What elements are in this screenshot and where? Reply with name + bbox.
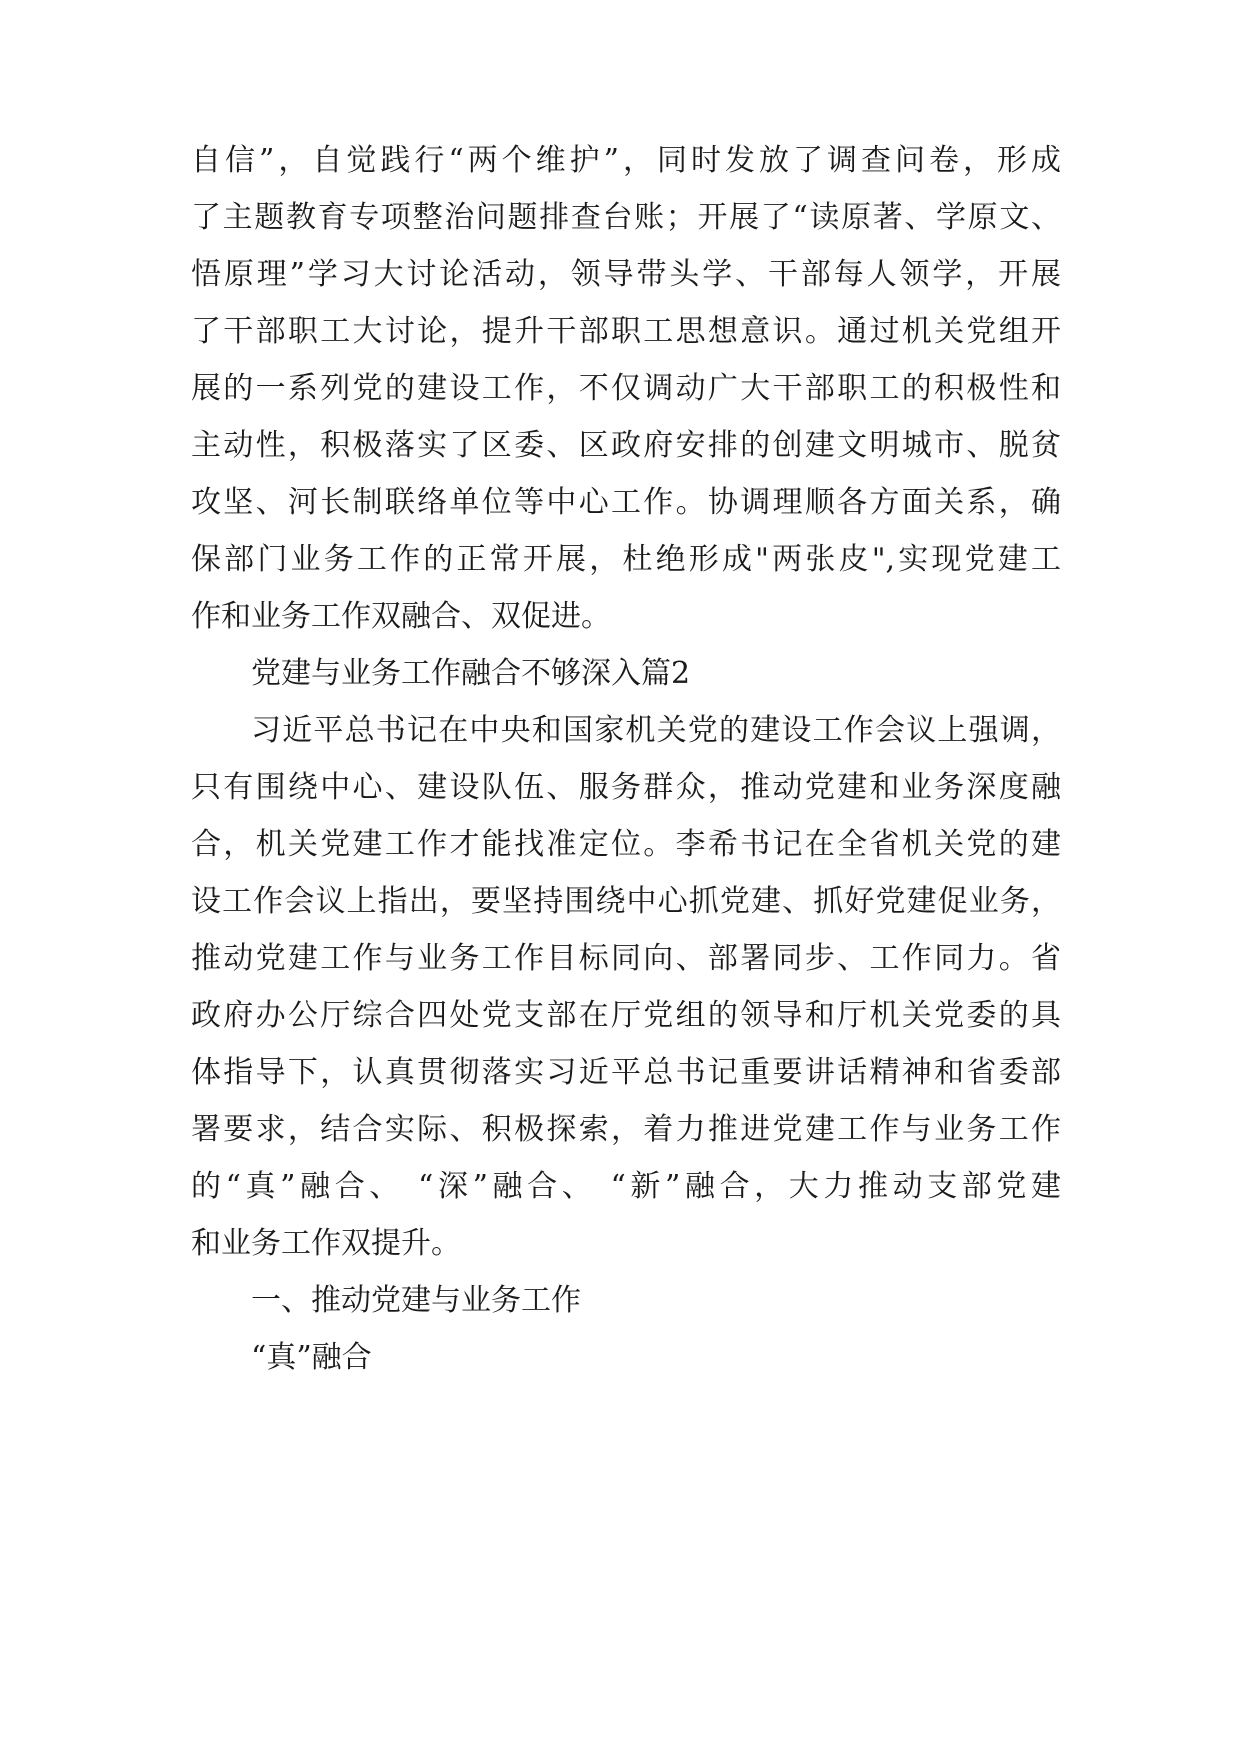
- paragraph-1-line-7: 攻坚、河长制联络单位等中心工作。协调理顺各方面关系，确: [191, 485, 1061, 520]
- paragraph-2-line-4: 设工作会议上指出，要坚持围绕中心抓党建、抓好党建促业务，: [191, 884, 1061, 919]
- paragraph-1-line-4: 了干部职工大讨论，提升干部职工思想意识。通过机关党组开: [191, 314, 1061, 349]
- paragraph-2-line-6: 政府办公厅综合四处党支部在厅党组的领导和厅机关党委的具: [191, 998, 1061, 1033]
- paragraph-1-line-6: 主动性，积极落实了区委、区政府安排的创建文明城市、脱贫: [191, 428, 1061, 463]
- paragraph-2-line-10: 和业务工作双提升。: [191, 1226, 461, 1261]
- subheading-2: “真”融合: [251, 1340, 372, 1375]
- paragraph-1-line-3: 悟原理”学习大讨论活动，领导带头学、干部每人领学，开展: [191, 257, 1061, 292]
- paragraph-1-line-8: 保部门业务工作的正常开展，杜绝形成"两张皮",实现党建工: [191, 542, 1061, 577]
- paragraph-1-line-9: 作和业务工作双融合、双促进。: [191, 599, 611, 634]
- subheading-1: 一、推动党建与业务工作: [251, 1283, 581, 1318]
- paragraph-2-line-9: 的“真”融合、 “深”融合、 “新”融合，大力推动支部党建: [191, 1169, 1061, 1204]
- paragraph-2-line-1: 习近平总书记在中央和国家机关党的建设工作会议上强调，: [251, 713, 1061, 748]
- paragraph-1-line-5: 展的一系列党的建设工作，不仅调动广大干部职工的积极性和: [191, 371, 1061, 406]
- paragraph-2-line-7: 体指导下，认真贯彻落实习近平总书记重要讲话精神和省委部: [191, 1055, 1061, 1090]
- paragraph-2-line-5: 推动党建工作与业务工作目标同向、部署同步、工作同力。省: [191, 941, 1061, 976]
- paragraph-2-line-8: 署要求，结合实际、积极探索，着力推进党建工作与业务工作: [191, 1112, 1061, 1147]
- paragraph-2-line-3: 合，机关党建工作才能找准定位。李希书记在全省机关党的建: [191, 827, 1061, 862]
- paragraph-1-line-1: 自信”，自觉践行“两个维护”，同时发放了调查问卷，形成: [191, 143, 1061, 178]
- paragraph-2-line-2: 只有围绕中心、建设队伍、服务群众，推动党建和业务深度融: [191, 770, 1061, 805]
- paragraph-1-line-2: 了主题教育专项整治问题排查台账；开展了“读原著、学原文、: [191, 200, 1061, 235]
- section-title: 党建与业务工作融合不够深入篇2: [251, 656, 691, 691]
